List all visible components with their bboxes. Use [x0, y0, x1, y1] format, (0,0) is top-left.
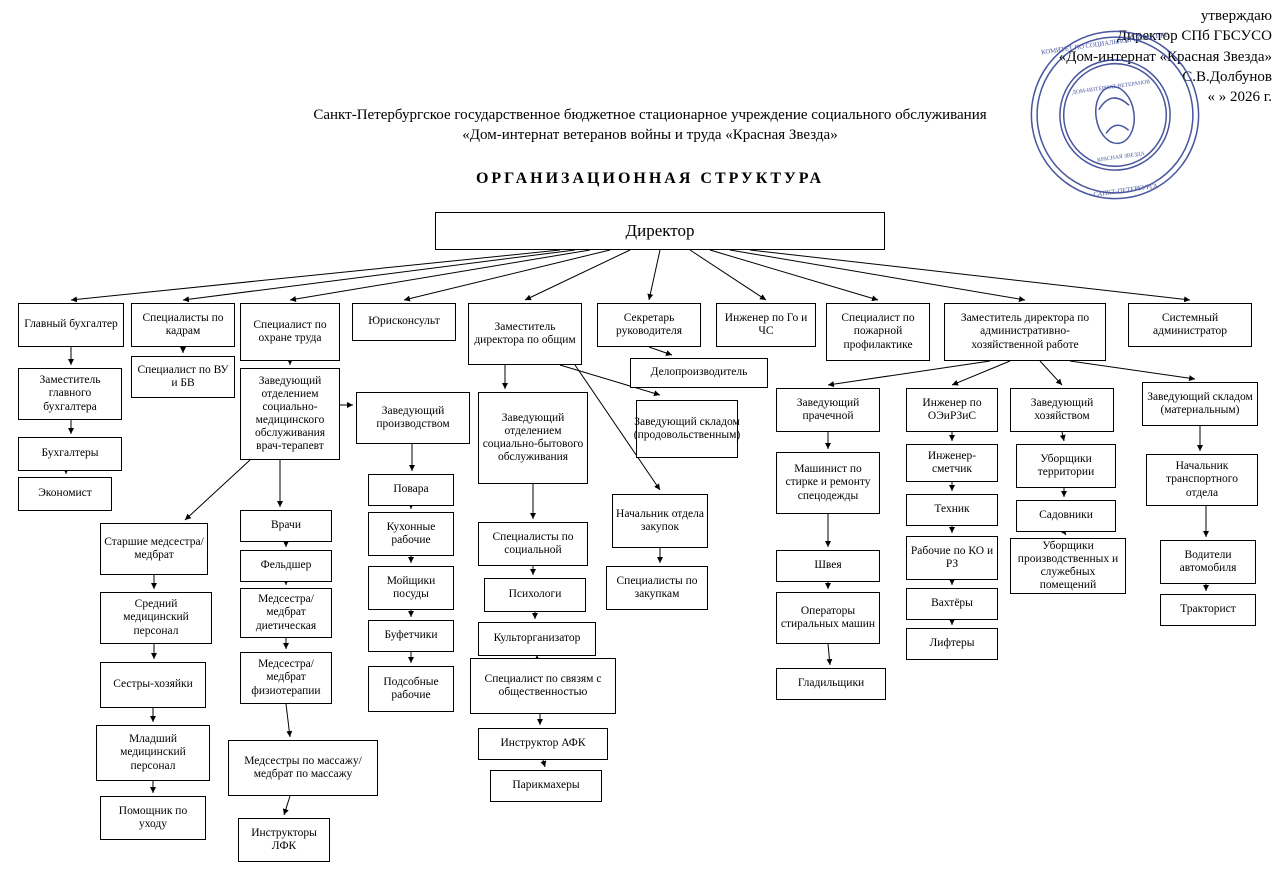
- node-instruktory-lfk: Инструкторы ЛФК: [238, 818, 330, 862]
- node-instr-afk: Инструктор АФК: [478, 728, 608, 760]
- svg-text:КОМИТЕТ ПО СОЦИАЛЬНОЙ ПОЛИТИКЕ: КОМИТЕТ ПО СОЦИАЛЬНОЙ ПОЛИТИКЕ: [1040, 31, 1170, 57]
- node-sadovniki: Садовники: [1016, 500, 1116, 532]
- node-zav-otd-soc-med: Заведующий отделением социально-медицинского обслуживания врач-терапевт: [240, 368, 340, 460]
- node-mlad-med: Младший медицинский персонал: [96, 725, 210, 781]
- node-vrachi: Врачи: [240, 510, 332, 542]
- node-liftyory: Лифтеры: [906, 628, 998, 660]
- official-round-stamp: [1020, 20, 1210, 210]
- node-zam-ahr: Заместитель директора по административно-хозяйственной работе: [944, 303, 1106, 361]
- node-zav-proizv: Заведующий производством: [356, 392, 470, 444]
- node-voditeli: Водители автомобиля: [1160, 540, 1256, 584]
- node-vahtyory: Вахтёры: [906, 588, 998, 620]
- node-zav-sklad-prod: Заведующий складом (продовольственным): [636, 400, 738, 458]
- node-podsob: Подсобные рабочие: [368, 666, 454, 712]
- approval-line-4: « » 2026 г.: [1207, 89, 1272, 105]
- node-rabochie-ko: Рабочие по КО и РЗ: [906, 536, 998, 580]
- node-medsestra-fizio: Медсестра/ медбрат физиотерапии: [240, 652, 332, 704]
- node-pomoshnik: Помощник по уходу: [100, 796, 206, 840]
- svg-text:САНКТ-ПЕТЕРБУРГА: САНКТ-ПЕТЕРБУРГА: [1092, 182, 1159, 199]
- node-inzh-smetchik: Инженер-сметчик: [906, 444, 998, 482]
- structure-title: ОРГАНИЗАЦИОННАЯ СТРУКТУРА: [475, 170, 825, 187]
- node-st-medsestra: Старшие медсестра/ медбрат: [100, 523, 208, 575]
- node-zav-prachech: Заведующий прачечной: [776, 388, 880, 432]
- node-medsestra-diet: Медсестра/ медбрат диетическая: [240, 588, 332, 638]
- node-shveya: Швея: [776, 550, 880, 582]
- node-parikmaher: Парикмахеры: [490, 770, 602, 802]
- node-operatory: Операторы стиральных машин: [776, 592, 880, 644]
- node-kuh-rabochie: Кухонные рабочие: [368, 512, 454, 556]
- node-uborshchiki-terr: Уборщики территории: [1016, 444, 1116, 488]
- approval-line-2: «Дом-интернат «Красная Звезда»: [1058, 48, 1272, 65]
- node-spec-svyaz: Специалист по связям с общественностью: [470, 658, 616, 714]
- node-spec-soc: Специалисты по социальной: [478, 522, 588, 566]
- approval-line-0: утверждаю: [1200, 8, 1272, 24]
- node-spec-ohrana: Специалист по охране труда: [240, 303, 340, 361]
- node-glav-buh: Главный бухгалтер: [18, 303, 124, 347]
- organization-title: Санкт-Петербургское государственное бюджетное стационарное учреждение социального обслуживания «Дом-интернат ветеранов войны и труда «Красная Звезда»: [313, 107, 987, 143]
- node-mashinist: Машинист по стирке и ремонту спецодежды: [776, 452, 880, 514]
- node-medsestry-mass: Медсестры по массажу/медбрат по массажу: [228, 740, 378, 796]
- node-spec-vu: Специалист по ВУ и БВ: [131, 356, 235, 398]
- node-tehnik: Техник: [906, 494, 998, 526]
- node-spec-zakup: Специалисты по закупкам: [606, 566, 708, 610]
- node-ekonomist: Экономист: [18, 477, 112, 511]
- node-mojshchiki: Мойщики посуды: [368, 566, 454, 610]
- node-buhgaltery: Бухгалтеры: [18, 437, 122, 471]
- svg-text:КРАСНАЯ ЗВЕЗДА: КРАСНАЯ ЗВЕЗДА: [1096, 150, 1146, 164]
- node-inzh-oeirzis: Инженер по ОЭиРЗиС: [906, 388, 998, 432]
- node-bufetchiki: Буфетчики: [368, 620, 454, 652]
- approval-line-1: Директор СПб ГБСУСО: [1116, 28, 1272, 45]
- node-spec-kadry: Специалисты по кадрам: [131, 303, 235, 347]
- node-gladilshchiki: Гладильщики: [776, 668, 886, 700]
- node-sestry-hoz: Сестры-хозяйки: [100, 662, 206, 708]
- node-zam-obsh: Заместитель директора по общим: [468, 303, 582, 365]
- node-spec-pozh: Специалист по пожарной профилактике: [826, 303, 930, 361]
- node-director: Директор: [435, 212, 885, 250]
- node-feldsher: Фельдшер: [240, 550, 332, 582]
- node-zav-sklad-mat: Заведующий складом (материальным): [1142, 382, 1258, 426]
- node-povara: Повара: [368, 474, 454, 506]
- node-psihologi: Психологи: [484, 578, 586, 612]
- svg-text:ДОМ-ИНТЕРНАТ ВЕТЕРАНОВ: ДОМ-ИНТЕРНАТ ВЕТЕРАНОВ: [1071, 79, 1151, 97]
- node-kulturorg: Культорганизатор: [478, 622, 596, 656]
- node-nach-transp: Начальник транспортного отдела: [1146, 454, 1258, 506]
- node-zam-glav-buh: Заместитель главного бухгалтера: [18, 368, 122, 420]
- node-sred-med: Средний медицинский персонал: [100, 592, 212, 644]
- approval-line-3: С.В.Долбунов: [1182, 68, 1272, 85]
- node-inzh-go: Инженер по Го и ЧС: [716, 303, 816, 347]
- node-zav-hoz: Заведующий хозяйством: [1010, 388, 1114, 432]
- node-zav-otd-soc-byt: Заведующий отделением социально-бытового обслуживания: [478, 392, 588, 484]
- node-secretar: Секретарь руководителя: [597, 303, 701, 347]
- node-jurist: Юрисконсульт: [352, 303, 456, 341]
- node-traktorist: Тракторист: [1160, 594, 1256, 626]
- node-nach-zakup: Начальник отдела закупок: [612, 494, 708, 548]
- node-sysadmin: Системный администратор: [1128, 303, 1252, 347]
- node-uborshchiki-proizv: Уборщики производственных и служебных помещений: [1010, 538, 1126, 594]
- node-deloproizv: Делопроизводитель: [630, 358, 768, 388]
